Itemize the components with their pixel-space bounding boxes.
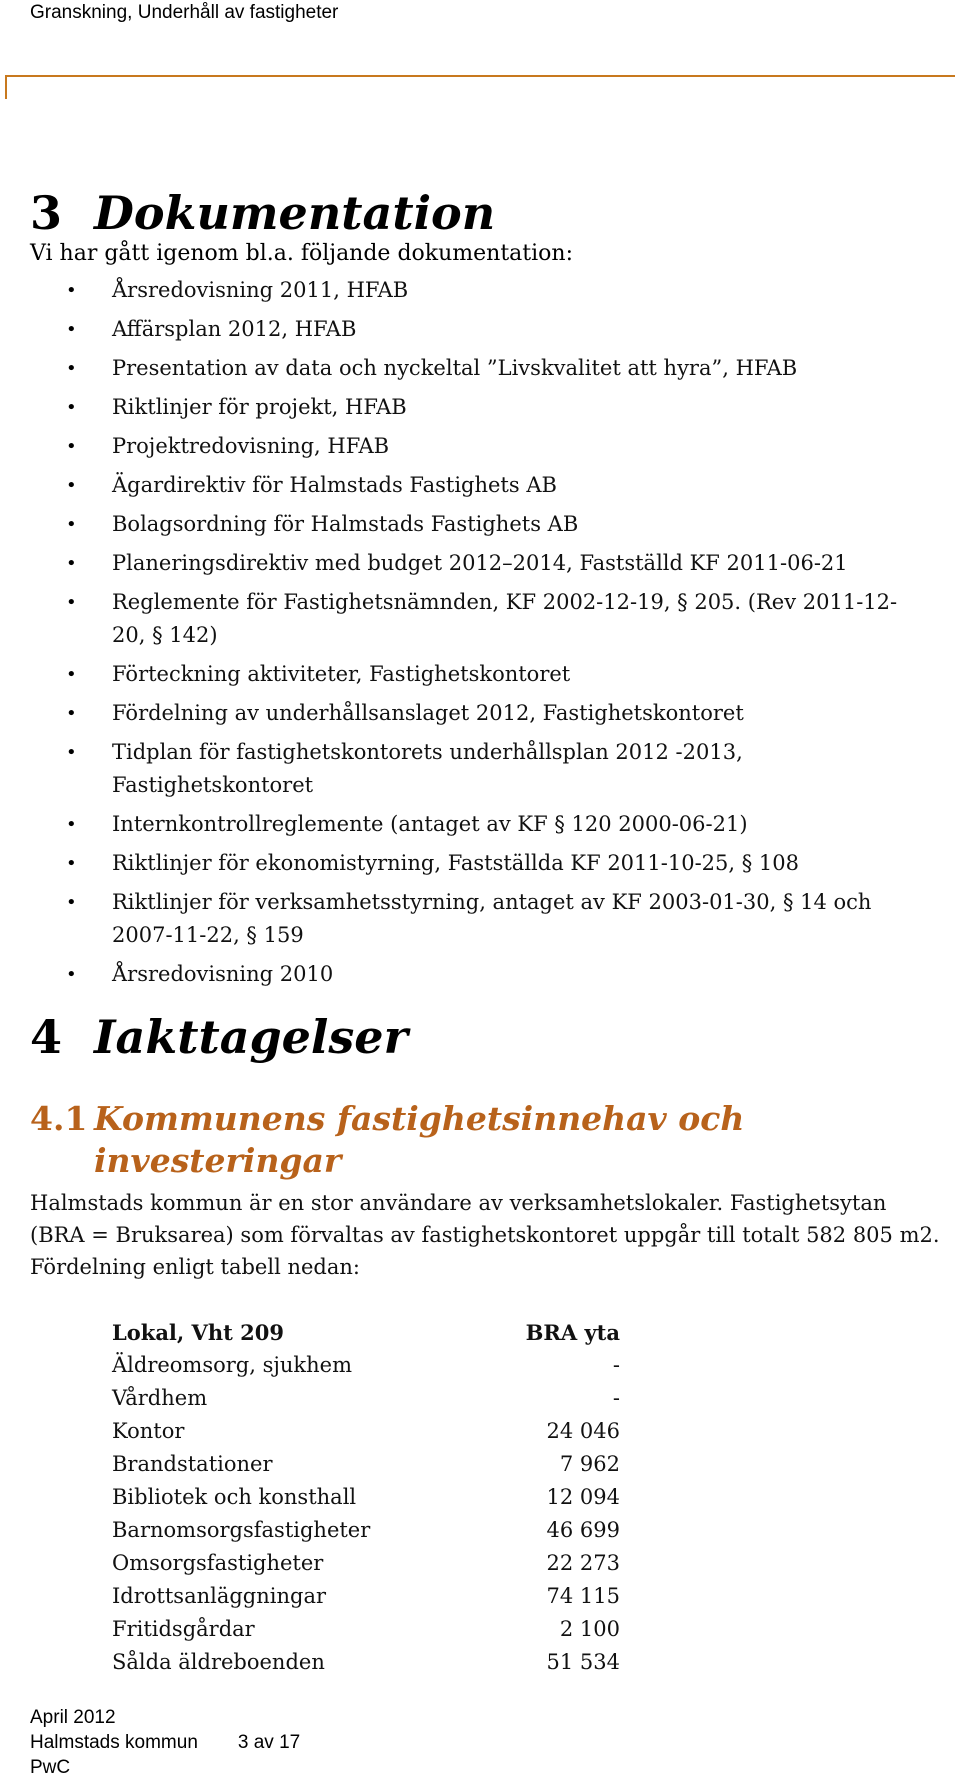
- header-rule-tick: [5, 75, 7, 99]
- section-4-number: 4: [30, 1010, 63, 1064]
- footer-page-number: 3 av 17: [237, 1732, 301, 1753]
- list-item: • Riktlinjer för projekt, HFAB: [30, 391, 910, 424]
- section-3-heading: [30, 186, 496, 240]
- table-header-label: Lokal, Vht 209: [112, 1320, 284, 1345]
- section-3-number: 3: [30, 186, 63, 240]
- section-4-1-paragraph: Halmstads kommun är en stor användare av verksamhetslokaler. Fastighetsytan (BRA = Bruksarea) som förvaltas av fastighetskontoret uppgår till totalt 582 805 m2. Fördelning enligt tabell nedan:: [30, 1191, 940, 1279]
- header-rule: [5, 75, 955, 77]
- footer-firm: PwC: [30, 1757, 71, 1778]
- list-item: • Ägardirektiv för Halmstads Fastighets AB: [30, 469, 910, 502]
- row-label: Barnomsorgsfastigheter: [112, 1518, 371, 1542]
- table-row: [112, 1547, 620, 1580]
- list-item: • Riktlinjer för ekonomistyrning, Fastställda KF 2011-10-25, § 108: [30, 847, 910, 880]
- list-item: • Bolagsordning för Halmstads Fastighets AB: [30, 508, 910, 541]
- footer-date: April 2012: [30, 1707, 116, 1728]
- row-label: Kontor: [112, 1419, 185, 1443]
- list-item: • Planeringsdirektiv med budget 2012–2014, Fastställd KF 2011-06-21: [30, 547, 910, 580]
- running-header-title: Granskning, Underhåll av fastigheter: [30, 2, 339, 23]
- section-4-1-heading: [30, 1098, 744, 1182]
- row-value: 7 962: [559, 1452, 620, 1476]
- row-value: -: [612, 1386, 620, 1410]
- list-item: • Årsredovisning 2011, HFAB: [30, 274, 910, 307]
- section-4-heading: [30, 1010, 408, 1064]
- table-row: [112, 1382, 620, 1415]
- row-label: Äldreomsorg, sjukhem: [112, 1353, 353, 1377]
- row-label: Fritidsgårdar: [112, 1617, 255, 1641]
- section-4-1-title-line1: Kommunens fastighetsinnehav och: [94, 1099, 745, 1138]
- row-value: 22 273: [546, 1551, 620, 1575]
- documentation-intro: Vi har gått igenom bl.a. följande dokumentation:: [30, 241, 573, 266]
- row-label: Omsorgsfastigheter: [112, 1551, 324, 1575]
- list-item: • Reglemente för Fastighetsnämnden, KF 2002-12-19, § 205. (Rev 2011-12-20, § 142): [30, 586, 910, 652]
- section-4-1-number: 4.1: [30, 1099, 88, 1138]
- row-value: 12 094: [546, 1485, 620, 1509]
- row-label: Bibliotek och konsthall: [112, 1485, 357, 1509]
- row-value: 51 534: [546, 1650, 620, 1674]
- list-item: • Affärsplan 2012, HFAB: [30, 313, 910, 346]
- table-row: [112, 1514, 620, 1547]
- row-value: 2 100: [559, 1617, 620, 1641]
- property-area-table: [112, 1316, 620, 1679]
- row-label: Sålda äldreboenden: [112, 1650, 325, 1674]
- section-4-title: Iakttagelser: [94, 1010, 408, 1064]
- table-row: [112, 1448, 620, 1481]
- section-3-title: Dokumentation: [94, 186, 496, 240]
- list-item: • Riktlinjer för verksamhetsstyrning, antaget av KF 2003-01-30, § 14 och 2007-11-22, § 159: [30, 886, 910, 952]
- row-value: 46 699: [546, 1518, 620, 1542]
- row-label: Brandstationer: [112, 1452, 273, 1476]
- footer-organization: Halmstads kommun: [30, 1732, 198, 1753]
- list-item: • Tidplan för fastighetskontorets underhållsplan 2012 -2013, Fastighetskontoret: [30, 736, 910, 802]
- table-row: [112, 1481, 620, 1514]
- table-header-value: BRA yta: [525, 1320, 620, 1345]
- row-value: -: [612, 1353, 620, 1377]
- list-item: • Projektredovisning, HFAB: [30, 430, 910, 463]
- row-label: Idrottsanläggningar: [112, 1584, 327, 1608]
- row-value: 24 046: [546, 1419, 620, 1443]
- list-item: • Förteckning aktiviteter, Fastighetskontoret: [30, 658, 910, 691]
- table-row: [112, 1415, 620, 1448]
- row-label: Vårdhem: [112, 1386, 208, 1410]
- documentation-list: [30, 274, 910, 997]
- table-row: [112, 1580, 620, 1613]
- list-item: • Fördelning av underhållsanslaget 2012, Fastighetskontoret: [30, 697, 910, 730]
- list-item: • Internkontrollreglemente (antaget av KF § 120 2000-06-21): [30, 808, 910, 841]
- list-item: • Årsredovisning 2010: [30, 958, 910, 991]
- list-item: • Presentation av data och nyckeltal ”Livskvalitet att hyra”, HFAB: [30, 352, 910, 385]
- page-footer: [30, 1705, 300, 1780]
- table-header-row: [112, 1316, 620, 1349]
- table-row: [112, 1613, 620, 1646]
- table-row: [112, 1646, 620, 1679]
- section-4-1-title-line2: investeringar: [94, 1141, 342, 1180]
- row-value: 74 115: [546, 1584, 620, 1608]
- table-row: [112, 1349, 620, 1382]
